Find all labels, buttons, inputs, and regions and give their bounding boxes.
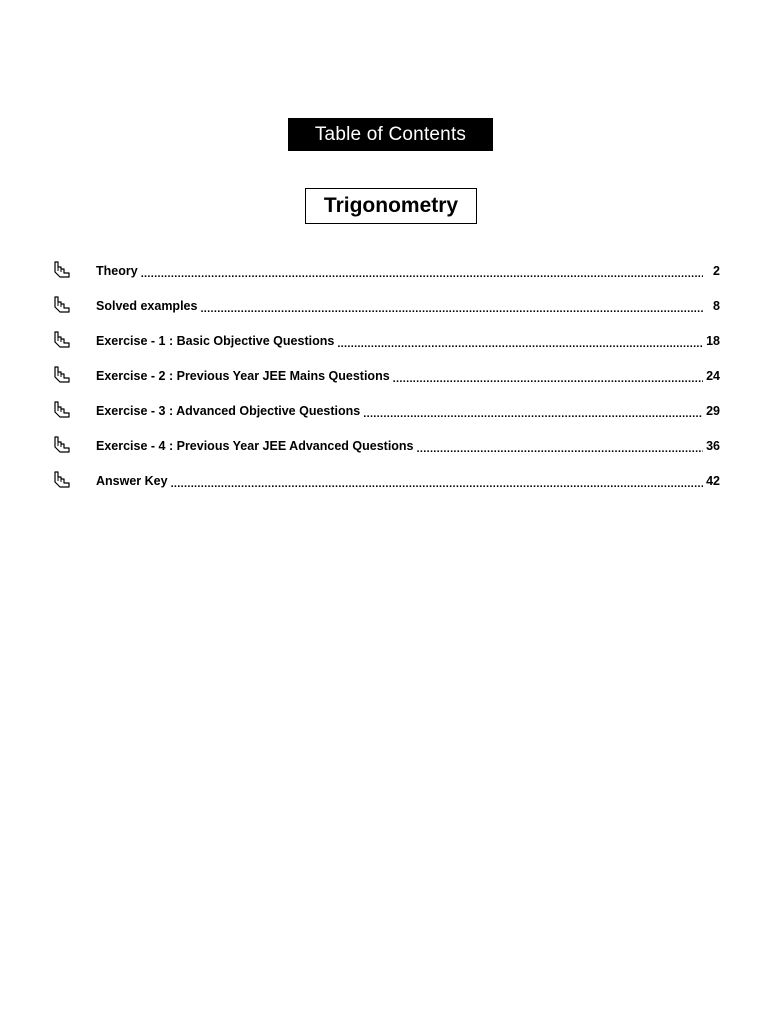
- pointing-hand-icon: [52, 365, 72, 385]
- pointing-hand-icon: [52, 295, 72, 315]
- toc-item-label: Exercise - 3 : Advanced Objective Questions: [96, 404, 361, 418]
- toc-leader-dots: [337, 336, 703, 350]
- toc-item-label: Solved examples: [96, 299, 198, 313]
- toc-item-label: Theory: [96, 264, 138, 278]
- toc-item-page: 8: [713, 299, 720, 313]
- toc-item-page: 2: [713, 264, 720, 278]
- toc-entry: [96, 334, 720, 348]
- toc-item-page: 24: [706, 369, 720, 383]
- subject-title: Trigonometry: [323, 194, 459, 217]
- toc-item-answer-key[interactable]: [52, 468, 720, 503]
- toc-item-exercise-3[interactable]: [52, 398, 720, 433]
- toc-item-label: Exercise - 2 : Previous Year JEE Mains Questions: [96, 369, 390, 383]
- toc-leader-dots: [393, 371, 703, 385]
- toc-item-solved-examples[interactable]: [52, 293, 720, 328]
- toc-item-theory[interactable]: [52, 258, 720, 293]
- subject-title-box: [305, 188, 477, 224]
- toc-leader-dots: [171, 476, 703, 490]
- toc-title: Table of Contents: [314, 124, 467, 145]
- toc-item-exercise-1[interactable]: [52, 328, 720, 363]
- toc-entry: [96, 369, 720, 383]
- pointing-hand-icon: [52, 330, 72, 350]
- toc-title-banner: [288, 118, 493, 151]
- pointing-hand-icon: [52, 470, 72, 490]
- toc-entry: [96, 474, 720, 488]
- toc-leader-dots: [141, 266, 703, 280]
- toc-leader-dots: [200, 301, 703, 315]
- toc-item-page: 18: [706, 334, 720, 348]
- toc-item-exercise-2[interactable]: [52, 363, 720, 398]
- toc-entry: [96, 264, 720, 278]
- pointing-hand-icon: [52, 260, 72, 280]
- toc-item-page: 36: [706, 439, 720, 453]
- toc-item-exercise-4[interactable]: [52, 433, 720, 468]
- toc-item-label: Answer Key: [96, 474, 168, 488]
- toc-item-label: Exercise - 4 : Previous Year JEE Advanced Questions: [96, 439, 414, 453]
- toc-list: [52, 258, 720, 503]
- pointing-hand-icon: [52, 400, 72, 420]
- toc-item-page: 42: [706, 474, 720, 488]
- toc-entry: [96, 439, 720, 453]
- toc-item-label: Exercise - 1 : Basic Objective Questions: [96, 334, 335, 348]
- toc-entry: [96, 404, 720, 418]
- pointing-hand-icon: [52, 435, 72, 455]
- toc-leader-dots: [363, 406, 703, 420]
- toc-entry: [96, 299, 720, 313]
- toc-item-page: 29: [706, 404, 720, 418]
- toc-leader-dots: [417, 441, 703, 455]
